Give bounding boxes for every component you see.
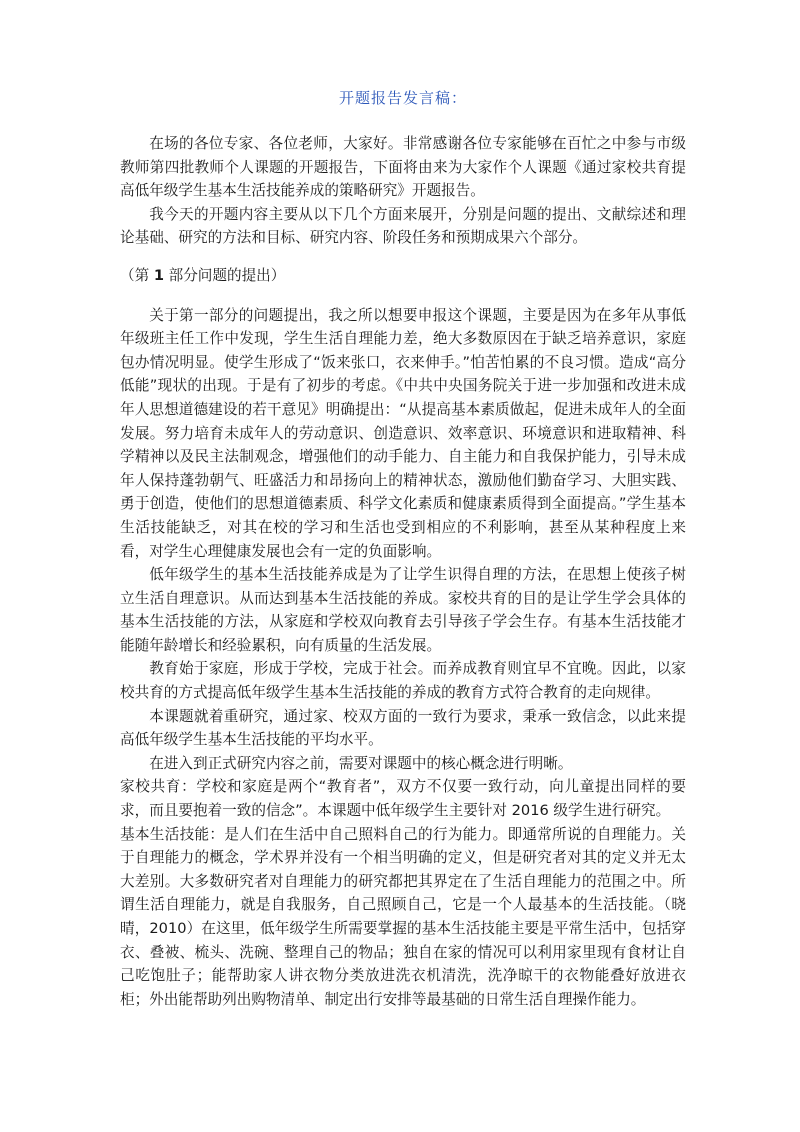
section-heading [120,264,686,288]
section-heading-number: 1 [153,266,164,284]
section-heading-suffix: 部分问题的提出） [163,266,286,284]
body-paragraph-focus: 本课题就着重研究，通过家、校双方面的一致行为要求，秉承一致信念，以此来提高低年级学生基本生活技能的平均水平。 [120,707,686,749]
section-heading-prefix: （第 [120,266,154,284]
document-page [120,86,686,1011]
document-title: 开题报告发言稿： [338,89,467,107]
definition-home-school: 家校共育：学校和家庭是两个“教育者”，双方不仅要一致行动，向儿童提出同样的要求，而且要抱着一致的信念”。本课题中低年级学生主要针对 2016 级学生进行研究。 [120,778,686,820]
body-paragraph-concepts: 在进入到正式研究内容之前，需要对课题中的核心概念进行明晰。 [149,754,573,772]
body-paragraph-education: 教育始于家庭，形成于学校，完成于社会。而养成教育则宜早不宜晚。因此，以家校共育的方式提高低年级学生基本生活技能的养成的教育方式符合教育的走向规律。 [120,660,686,702]
body-paragraph-problem: 关于第一部分的问题提出，我之所以想要申报这个课题，主要是因为在多年从事低年级班主任工作中发现，学生生活自理能力差，绝大多数原因在于缺乏培养意识，家庭包办情况明显。使学生形成了“饭来张口，衣来伸手。”怕苦怕累的不良习惯。造成“高分低能”现状的出现。于是有了初步的考虑。《中共中央国务院关于进一步加强和改进未成年人思想道德建设的若干意见》明确提出：“从提高基本素质做起，促进未成年人的全面发展。努力培育未成年人的劳动意识、创造意识、效率意识、环境意识和进取精神、科学精神以及民主法制观念，增强他们的动手能力、自主能力和自我保护能力，引导未成年人保持蓬勃朝气、旺盛活力和昂扬向上的精神状态，激励他们勤奋学习、大胆实践、勇于创造，使他们的思想道德素质、科学文化素质和健康素质得到全面提高。”学生基本生活技能缺乏，对其在校的学习和生活也受到相应的不利影响，甚至从某种程度上来看，对学生心理健康发展也会有一定的负面影响。 [120,306,686,560]
body-paragraph-purpose: 低年级学生的基本生活技能养成是为了让学生识得自理的方法，在思想上使孩子树立生活自理意识。从而达到基本生活技能的养成。家校共育的目的是让学生学会具体的基本生活技能的方法，从家庭和学校双向教育去引导孩子学会生存。有基本生活技能才能随年龄增长和经验累积，向有质量的生活发展。 [120,566,686,654]
intro-paragraph-outline: 我今天的开题内容主要从以下几个方面来展开，分别是问题的提出、文献综述和理论基础、研究的方法和目标、研究内容、阶段任务和预期成果六个部分。 [120,205,686,247]
definition-life-skills: 基本生活技能：是人们在生活中自己照料自己的行为能力。即通常所说的自理能力。关于自理能力的概念，学术界并没有一个相当明确的定义，但是研究者对其的定义并无太大差别。大多数研究者对自理能力的研究都把其界定在了生活自理能力的范围之中。所谓生活自理能力，就是自我服务，自己照顾自己，它是一个人最基本的生活技能。（晓晴，2010）在这里，低年级学生所需要掌握的基本生活技能主要是平常生活中，包括穿衣、叠被、梳头、洗碗、整理自己的物品；独自在家的情况可以利用家里现有食材让自己吃饱肚子；能帮助家人讲衣物分类放进洗衣机清洗，洗净晾干的衣物能叠好放进衣柜；外出能帮助列出购物清单、制定出行安排等最基础的日常生活自理操作能力。 [120,825,686,1008]
intro-paragraph-greeting: 在场的各位专家、各位老师，大家好。非常感谢各位专家能够在百忙之中参与市级教师第四批教师个人课题的开题报告，下面将由来为大家作个人课题《通过家校共育提高低年级学生基本生活技能养成的策略研究》开题报告。 [120,135,686,200]
